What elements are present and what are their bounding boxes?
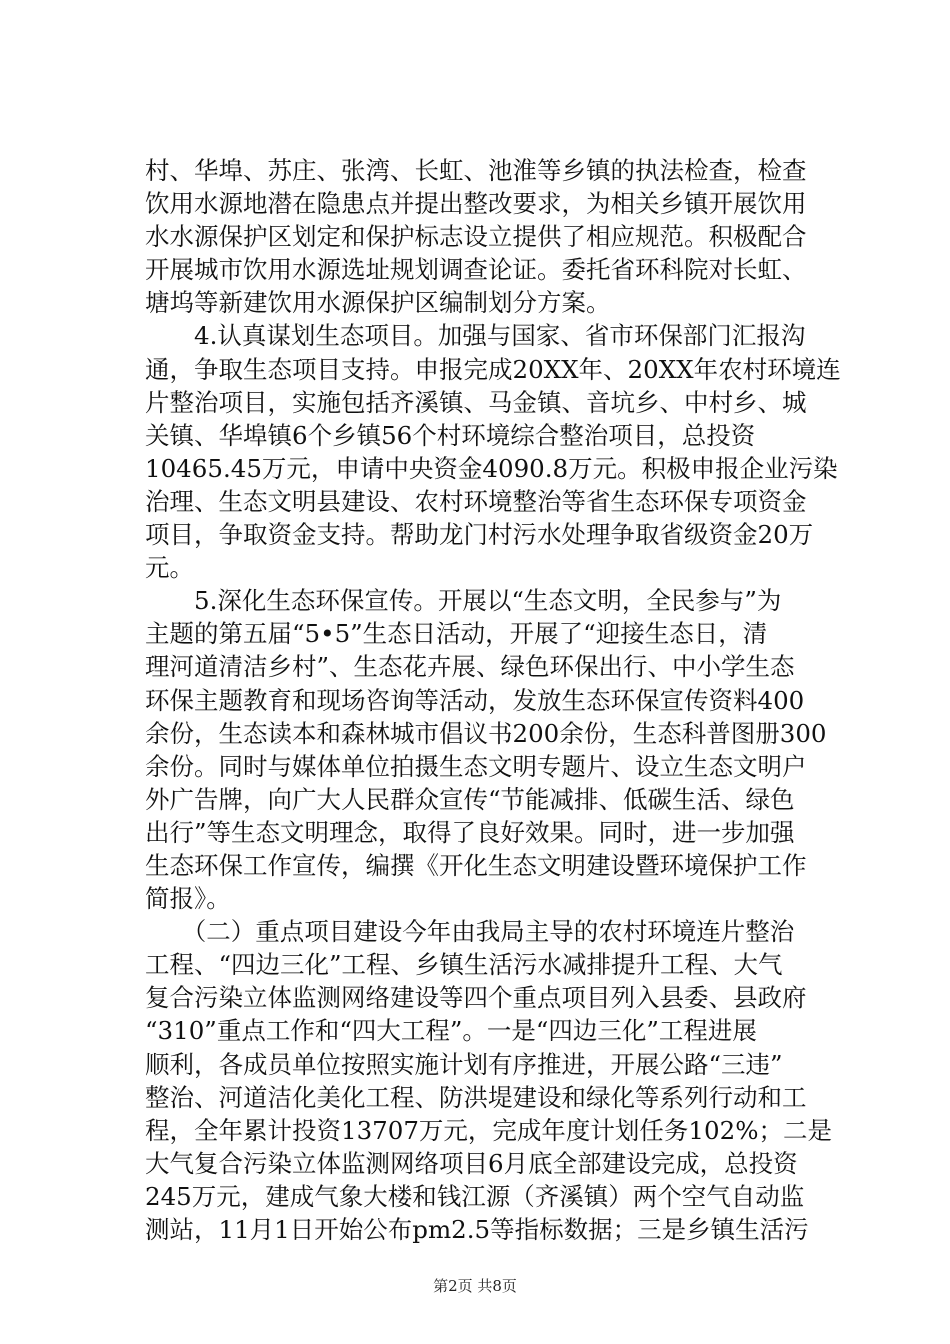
- page-footer: [0, 1276, 950, 1296]
- text-line: 片整治项目，实施包括齐溪镇、马金镇、音坑乡、中村乡、城: [145, 387, 807, 417]
- text-line: 大气复合污染立体监测网络项目6月底全部建设完成，总投资: [145, 1148, 798, 1178]
- text-line: 简报》。: [145, 884, 231, 914]
- text-line: 元。: [145, 553, 194, 583]
- text-line: 复合污染立体监测网络建设等四个重点项目列入县委、县政府: [145, 983, 807, 1013]
- page-number-label: 第2页 共8页: [433, 1277, 517, 1295]
- text-line: 4.认真谋划生态项目。加强与国家、省市环保部门汇报沟: [145, 321, 806, 351]
- text-line: 项目，争取资金支持。帮助龙门村污水处理争取省级资金20万: [145, 520, 814, 550]
- text-line: 水水源保护区划定和保护标志设立提供了相应规范。积极配合: [145, 222, 807, 252]
- text-line: 开展城市饮用水源选址规划调查论证。委托省环科院对长虹、: [145, 255, 807, 285]
- text-line: 10465.45万元，申请中央资金4090.8万元。积极申报企业污染: [145, 453, 838, 483]
- text-line: 程，全年累计投资13707万元，完成年度计划任务102%；二是: [145, 1115, 832, 1145]
- body-text: [145, 154, 845, 1246]
- text-line: 通，争取生态项目支持。申报完成20XX年、20XX年农村环境连: [145, 354, 841, 384]
- text-line: 顺利，各成员单位按照实施计划有序推进，开展公路“三违”: [145, 1049, 783, 1079]
- text-line: 村、华埠、苏庄、张湾、长虹、池淮等乡镇的执法检查，检查: [145, 156, 807, 185]
- text-line: 测站，11月1日开始公布pm2.5等指标数据；三是乡镇生活污: [145, 1215, 809, 1244]
- text-line: 整治、河道洁化美化工程、防洪堤建设和绿化等系列行动和工: [145, 1082, 807, 1112]
- text-line: “310”重点工作和“四大工程”。一是“四边三化”工程进展: [145, 1016, 757, 1046]
- text-line: 外广告牌，向广大人民群众宣传“节能减排、低碳生活、绿色: [145, 784, 795, 814]
- text-line: 出行”等生态文明理念，取得了良好效果。同时，进一步加强: [145, 817, 795, 847]
- text-line: 饮用水源地潜在隐患点并提出整改要求，为相关乡镇开展饮用: [145, 189, 807, 219]
- text-line: 生态环保工作宣传，编撰《开化生态文明建设暨环境保护工作: [145, 850, 807, 880]
- text-line: 245万元，建成气象大楼和钱江源（齐溪镇）两个空气自动监: [145, 1181, 805, 1211]
- text-line: 关镇、华埠镇6个乡镇56个村环境综合整治项目，总投资: [145, 420, 756, 450]
- text-line: 理河道清洁乡村”、生态花卉展、绿色环保出行、中小学生态: [145, 652, 795, 682]
- text-line: 塘坞等新建饮用水源保护区编制划分方案。: [145, 288, 611, 318]
- text-line: 余份，生态读本和森林城市倡议书200余份，生态科普图册300: [145, 718, 827, 748]
- text-line: 余份。同时与媒体单位拍摄生态文明专题片、设立生态文明户: [145, 751, 807, 781]
- text-line: 主题的第五届“5•5”生态日活动，开展了“迎接生态日，清: [145, 619, 768, 649]
- text-line: 治理、生态文明县建设、农村环境整治等省生态环保专项资金: [145, 486, 807, 516]
- text-line: 环保主题教育和现场咨询等活动，发放生态环保宣传资料400: [145, 685, 805, 715]
- text-line: （二）重点项目建设今年由我局主导的农村环境连片整治: [145, 917, 795, 947]
- text-line: 5.深化生态环保宣传。开展以“生态文明，全民参与”为: [145, 586, 782, 616]
- text-line: 工程、“四边三化”工程、乡镇生活污水减排提升工程、大气: [145, 950, 783, 980]
